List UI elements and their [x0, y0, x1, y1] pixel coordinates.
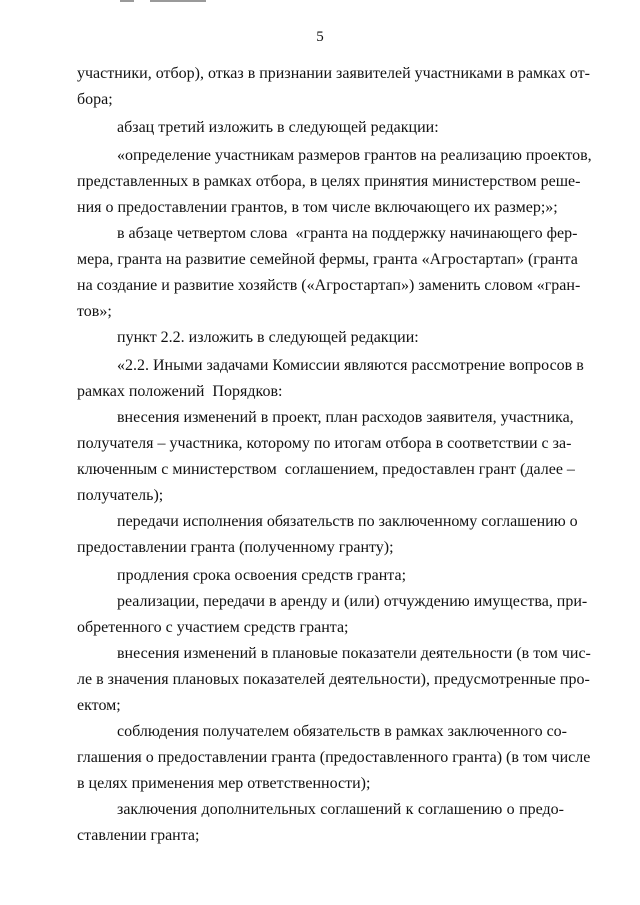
- text-line: внесения изменений в проект, план расходов заявителя, участника,: [117, 409, 574, 426]
- text-line: пункт 2.2. изложить в следующей редакции:: [117, 329, 419, 346]
- text-line: «определение участникам размеров грантов на реализацию проектов,: [117, 147, 592, 164]
- scan-edge-mark: [150, 0, 206, 2]
- text-line: ключенным с министерством соглашением, предоставлен грант (далее –: [77, 461, 575, 478]
- text-line: представленных в рамках отбора, в целях принятия министерством реше-: [77, 173, 581, 190]
- text-line: в абзаце четвертом слова «гранта на поддержку начинающего фер-: [117, 225, 578, 242]
- text-line: глашения о предоставлении гранта (предоставленного гранта) (в том числе: [77, 749, 591, 766]
- text-line: мера, гранта на развитие семейной фермы, гранта «Агростартап» (гранта: [77, 251, 578, 268]
- text-line: получатель);: [77, 487, 164, 504]
- text-line: ставлении гранта;: [77, 827, 200, 844]
- text-line: ния о предоставлении грантов, в том числе включающего их размер;»;: [77, 199, 558, 216]
- page-number: 5: [316, 29, 324, 45]
- text-line: абзац третий изложить в следующей редакции:: [117, 119, 439, 136]
- text-line: продления срока освоения средств гранта;: [117, 567, 407, 584]
- text-line: внесения изменений в плановые показатели деятельности (в том чис-: [117, 645, 591, 662]
- text-line: ле в значения плановых показателей деятельности), предусмотренные про-: [77, 671, 590, 688]
- text-line: соблюдения получателем обязательств в рамках заключенного со-: [117, 723, 568, 740]
- text-line: бора;: [77, 91, 113, 108]
- scan-edge-mark: [120, 0, 134, 2]
- text-line: передачи исполнения обязательств по заключенному соглашению о: [117, 513, 578, 530]
- text-line: ектом;: [77, 697, 121, 714]
- text-line: участники, отбор), отказ в признании заявителей участниками в рамках от-: [77, 65, 590, 82]
- text-line: «2.2. Иными задачами Комиссии являются рассмотрение вопросов в: [117, 357, 584, 374]
- text-line: в целях применения мер ответственности);: [77, 775, 371, 792]
- text-line: тов»;: [77, 303, 112, 320]
- text-line: на создание и развитие хозяйств («Агростартап») заменить словом «гран-: [77, 277, 581, 294]
- text-line: рамках положений Порядков:: [77, 383, 283, 400]
- text-line: обретенного с участием средств гранта;: [77, 619, 349, 636]
- text-line: заключения дополнительных соглашений к соглашению о предо-: [117, 801, 564, 818]
- text-line: получателя – участника, которому по итогам отбора в соответствии с за-: [77, 435, 572, 452]
- text-line: предоставлении гранта (полученному гранту);: [77, 539, 394, 556]
- text-line: реализации, передачи в аренду и (или) отчуждению имущества, при-: [117, 593, 588, 610]
